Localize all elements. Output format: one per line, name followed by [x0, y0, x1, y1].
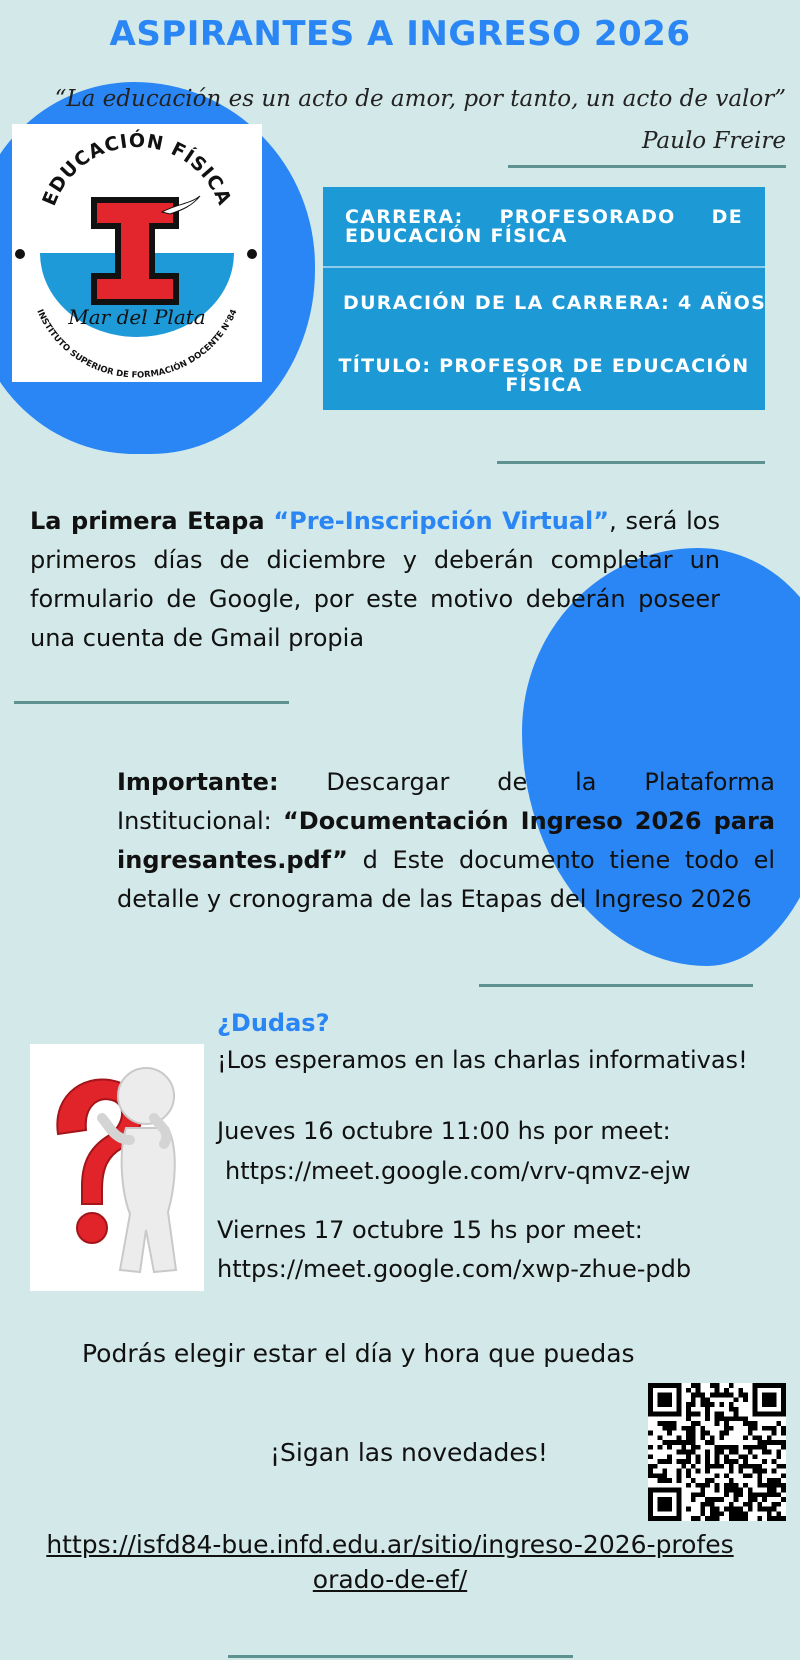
- logo-dot-right: [247, 249, 257, 259]
- important-document-name: “Documentación Ingreso 2026 para ingresantes.pdf”: [117, 807, 775, 874]
- quote-author: Paulo Freire: [641, 128, 786, 154]
- logo-script-text: Mar del Plata: [68, 305, 206, 329]
- doubts-subtitle: ¡Los esperamos en las charlas informativas!: [217, 1046, 748, 1074]
- friday-session: Viernes 17 octubre 15 hs por meet:: [217, 1216, 643, 1244]
- qr-code-icon: [648, 1383, 786, 1521]
- thursday-meet-link[interactable]: https://meet.google.com/vrv-qmvz-ejw: [225, 1157, 691, 1185]
- doubts-title: ¿Dudas?: [217, 1009, 330, 1037]
- info-box-separator: [323, 266, 765, 268]
- svg-text:EDUCACIÓN FÍSICA: [38, 128, 235, 209]
- question-mark-figure-image: [30, 1044, 204, 1291]
- divider-line: [228, 1655, 573, 1658]
- ingreso-page-link[interactable]: https://isfd84-bue.infd.edu.ar/sitio/ingreso-2026-profesorado-de-ef/: [46, 1530, 734, 1594]
- stage-highlight: “Pre-Inscripción Virtual”: [273, 507, 610, 535]
- logo-arc-text: EDUCACIÓN FÍSICA: [38, 129, 236, 209]
- page-title: ASPIRANTES A INGRESO 2026: [109, 14, 691, 54]
- qr-code[interactable]: [648, 1383, 786, 1521]
- career-duration: DURACIÓN DE LA CARRERA: 4 AÑOS: [343, 292, 767, 314]
- career-name: CARRERA: PROFESORADO DE EDUCACIÓN FÍSICA: [345, 206, 743, 247]
- important-text-1: Descargar de la Plataforma Institucional:: [117, 768, 775, 835]
- stage-paragraph: [30, 502, 720, 658]
- divider-line: [497, 461, 765, 464]
- important-paragraph: [117, 763, 775, 919]
- divider-line: [508, 165, 786, 168]
- institute-logo: [12, 124, 262, 382]
- logo-letter-i: [94, 200, 176, 302]
- career-info-box: [323, 187, 765, 410]
- career-degree-title: TÍTULO: PROFESOR DE EDUCACIÓN FÍSICA: [338, 355, 750, 396]
- logo-dot-left: [15, 249, 25, 259]
- figure-body-icon: [120, 1128, 176, 1272]
- logo-ring-text: INSTITUTO SUPERIOR DE FORMACIÓN DOCENTE N°84: [34, 307, 240, 381]
- important-text-2: d Este documento tiene todo el detalle y cronograma de las Etapas del Ingreso 2026: [117, 846, 775, 913]
- stage-text: , será los primeros días de diciembre y deberán completar un formulario de Google, por este motivo deberán poseer una cuenta de Gmail propia: [30, 507, 720, 652]
- divider-line: [479, 984, 753, 987]
- figure-head-icon: [118, 1068, 174, 1124]
- follow-news-note: ¡Sigan las novedades!: [270, 1438, 548, 1467]
- divider-line: [14, 701, 289, 704]
- choose-day-note: Podrás elegir estar el día y hora que puedas: [82, 1339, 635, 1368]
- friday-meet-link[interactable]: https://meet.google.com/xwp-zhue-pdb: [217, 1255, 692, 1283]
- thursday-session: Jueves 16 octubre 11:00 hs por meet:: [217, 1117, 671, 1145]
- quote-text: “La educación es un acto de amor, por tanto, un acto de valor”: [54, 86, 786, 112]
- stage-lead: La primera Etapa: [30, 507, 265, 535]
- question-dot-icon: [77, 1213, 107, 1243]
- important-label: Importante:: [117, 768, 279, 796]
